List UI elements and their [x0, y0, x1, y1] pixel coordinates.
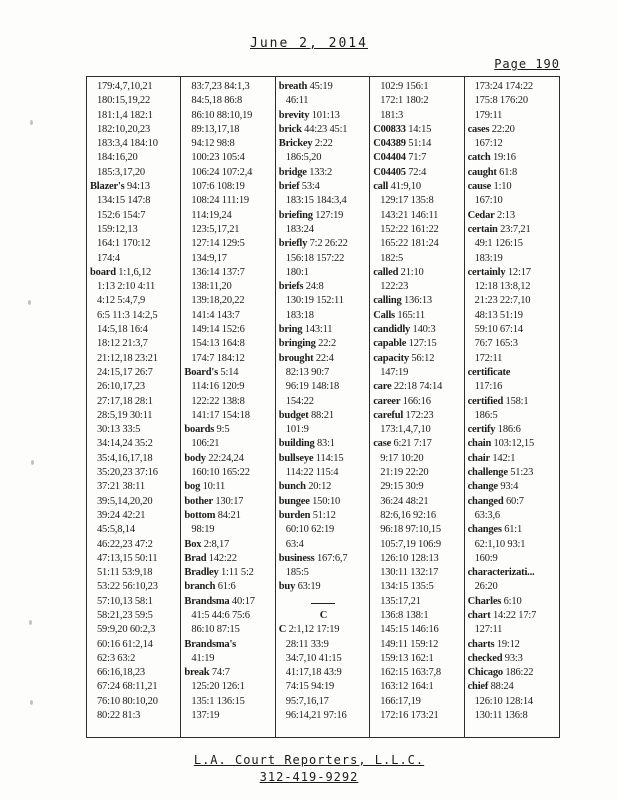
- index-entry-continuation: 94:12 98:8: [191, 138, 235, 150]
- index-entry: bog 10:11: [184, 481, 226, 493]
- index-entry: certainly 12:17: [467, 266, 531, 278]
- index-entry: Brickey 2:22: [278, 138, 333, 150]
- index-entry-continuation: 163:12 164:1: [380, 681, 434, 693]
- index-entry-continuation: 89:13,17,18: [191, 123, 240, 135]
- index-entry-continuation: 127:11: [474, 624, 503, 636]
- index-entry-continuation: 126:10 128:14: [474, 695, 533, 707]
- scan-artifact: [31, 460, 34, 465]
- index-entry-continuation: 137:19: [191, 710, 220, 722]
- index-entry: break 74:7: [184, 667, 230, 679]
- index-entry: bother 130:17: [184, 495, 244, 507]
- index-entry: case 6:21 7:17: [373, 438, 432, 450]
- index-entry: caught 61:8: [467, 166, 518, 178]
- index-entry: chief 88:24: [467, 681, 514, 693]
- index-entry-continuation: 29:15 30:9: [380, 481, 424, 493]
- index-entry-continuation: 53:22 56:10,23: [97, 581, 158, 593]
- index-column: [276, 77, 370, 737]
- index-entry: C04389 51:14: [373, 138, 432, 150]
- index-entry-continuation: 101:9: [285, 424, 309, 436]
- index-entry: bringing 22:2: [278, 338, 337, 350]
- index-entry: brevity 101:13: [278, 109, 340, 121]
- footer: [0, 752, 618, 786]
- index-entry: C 2:1,12 17:19: [278, 624, 340, 636]
- page-number: Page 190: [494, 57, 560, 71]
- index-entry: care 22:18 74:14: [373, 381, 443, 393]
- scan-artifact: [28, 300, 31, 305]
- index-entry-continuation: 27:17,18 28:1: [97, 395, 153, 407]
- index-entry-continuation: 67:24 68:11,21: [97, 681, 158, 693]
- index-entry-continuation: 156:18 157:22: [285, 252, 345, 264]
- index-entry: business 167:6,7: [278, 552, 348, 564]
- index-entry-continuation: 86:10 88:10,19: [191, 109, 253, 121]
- index-table: [86, 76, 560, 738]
- index-entry-continuation: 49:1 126:15: [474, 238, 523, 250]
- index-entry: cases 22:20: [467, 123, 515, 135]
- index-entry-continuation: 154:22: [285, 395, 314, 407]
- index-entry-continuation: 127:14 129:5: [191, 238, 245, 250]
- index-entry-continuation: 179:11: [474, 109, 503, 121]
- index-entry: changes 61:1: [467, 524, 523, 536]
- index-entry-continuation: 39:5,14,20,20: [97, 495, 153, 507]
- index-entry-continuation: 114:16 120:9: [191, 381, 245, 393]
- index-entry-continuation: 186:5: [474, 409, 498, 421]
- index-entry-continuation: 183:18: [285, 309, 314, 321]
- index-entry-continuation: 21:23 22:7,10: [474, 295, 531, 307]
- index-entry-continuation: 98:19: [191, 524, 215, 536]
- index-entry-continuation: 28:5,19 30:11: [97, 409, 153, 421]
- index-entry: bullseye 114:15: [278, 452, 344, 464]
- index-entry: careful 172:23: [373, 409, 434, 421]
- index-entry-continuation: 173:1,4,7,10: [380, 424, 431, 436]
- index-entry: boards 9:5: [184, 424, 230, 436]
- index-entry-continuation: 180:15,19,22: [97, 95, 151, 107]
- index-entry-continuation: 147:19: [380, 366, 409, 378]
- index-entry: briefs 24:8: [278, 281, 324, 293]
- index-entry-continuation: 181:1,4 182:1: [97, 109, 153, 121]
- index-entry-continuation: 48:13 51:19: [474, 309, 523, 321]
- index-entry-continuation: 166:17,19: [380, 695, 421, 707]
- index-column: [370, 77, 464, 737]
- index-entry-continuation: 182:10,20,23: [97, 123, 151, 135]
- index-entry: Bradley 1:11 5:2: [184, 567, 254, 579]
- index-column: [87, 77, 181, 737]
- index-entry: called 21:10: [373, 266, 424, 278]
- index-entry: capable 127:15: [373, 338, 437, 350]
- index-entry-continuation: 36:24 48:21: [380, 495, 429, 507]
- index-entry-continuation: 96:19 148:18: [285, 381, 340, 393]
- index-entry-continuation: 183:19: [474, 252, 503, 264]
- index-entry-continuation: 181:3: [380, 109, 404, 121]
- index-entry-continuation: 102:9 156:1: [380, 81, 429, 92]
- index-entry-continuation: 86:10 87:15: [191, 624, 240, 636]
- header-date: June 2, 2014: [250, 36, 368, 51]
- index-entry-continuation: 63:3,6: [474, 509, 500, 521]
- index-entry: C04405 72:4: [373, 166, 427, 178]
- index-entry-continuation: 165:22 181:24: [380, 238, 439, 250]
- index-entry-continuation: 28:11 33:9: [285, 638, 329, 650]
- index-entry: candidly 140:3: [373, 324, 436, 336]
- index-entry: building 83:1: [278, 438, 335, 450]
- index-entry-continuation: 106:21: [191, 438, 220, 450]
- index-entry-continuation: 35:4,16,17,18: [97, 452, 153, 464]
- index-entry-continuation: 82:6,16 92:16: [380, 509, 436, 521]
- index-entry-continuation: 41:19: [191, 652, 215, 664]
- index-entry-continuation: 134:9,17: [191, 252, 227, 264]
- index-entry-continuation: 95:7,16,17: [285, 695, 329, 707]
- index-entry-continuation: 139:18,20,22: [191, 295, 245, 307]
- index-entry: briefly 7:2 26:22: [278, 238, 348, 250]
- index-entry: change 93:4: [467, 481, 519, 493]
- index-entry-continuation: 164:1 170:12: [97, 238, 151, 250]
- index-entry: cause 1:10: [467, 181, 512, 193]
- index-entry: career 166:16: [373, 395, 431, 407]
- index-entry-continuation: 185:5: [285, 567, 309, 579]
- index-entry-continuation: 63:4: [285, 538, 304, 550]
- index-entry: chart 14:22 17:7: [467, 609, 537, 621]
- index-entry-continuation: 18:12 21:3,7: [97, 338, 148, 350]
- index-entry: capacity 56:12: [373, 352, 435, 364]
- index-column: [465, 77, 559, 737]
- index-entry-continuation: 46:11: [285, 95, 309, 107]
- index-entry: breath 45:19: [278, 81, 333, 92]
- index-entry-continuation: 66:16,18,23: [97, 667, 145, 679]
- index-entry: body 22:24,24: [184, 452, 244, 464]
- index-entry-continuation: 129:17 135:8: [380, 195, 434, 207]
- index-entry-continuation: 60:16 61:2,14: [97, 638, 153, 650]
- index-entry-continuation: 105:7,19 106:9: [380, 538, 441, 550]
- index-entry-continuation: 60:10 62:19: [285, 524, 335, 536]
- index-entry-continuation: 180:1: [285, 266, 309, 278]
- footer-phone: 312-419-9292: [259, 770, 359, 784]
- index-entry: Brandsma 40:17: [184, 595, 255, 607]
- index-entry-continuation: 186:5,20: [285, 152, 322, 164]
- index-entry-continuation: 117:16: [474, 381, 503, 393]
- index-entry-continuation: 160:10 165:22: [191, 467, 250, 479]
- index-entry: C00833 14:15: [373, 123, 432, 135]
- index-entry-continuation: 183:24: [285, 223, 314, 235]
- index-entry: brought 22:4: [278, 352, 334, 364]
- index-entry: Board's 5:14: [184, 366, 239, 378]
- index-column: [181, 77, 275, 737]
- index-entry-continuation: 149:11 159:12: [380, 638, 439, 650]
- index-entry-continuation: 100:23 105:4: [191, 152, 245, 164]
- index-entry-continuation: 173:24 174:22: [474, 81, 533, 92]
- section-letter: C: [319, 609, 328, 621]
- index-entry: brick 44:23 45:1: [278, 123, 348, 135]
- index-entry-continuation: 76:7 165:3: [474, 338, 518, 350]
- index-entry: buy 63:19: [278, 581, 321, 593]
- index-entry-continuation: 141:17 154:18: [191, 409, 250, 421]
- index-entry-continuation: 172:1 180:2: [380, 95, 429, 107]
- index-entry-continuation: 96:18 97:10,15: [380, 524, 441, 536]
- index-entry-continuation: 84:5,18 86:8: [191, 95, 243, 107]
- index-entry-continuation: 47:13,15 50:11: [97, 552, 158, 564]
- index-entry: budget 88:21: [278, 409, 334, 421]
- index-entry-continuation: 106:24 107:2,4: [191, 166, 253, 178]
- index-entry-continuation: 174:7 184:12: [191, 352, 245, 364]
- index-entry-continuation: 59:10 67:14: [474, 324, 523, 336]
- index-entry-continuation: 138:11,20: [191, 281, 232, 293]
- index-entry: certify 186:6: [467, 424, 521, 436]
- index-entry: checked 93:3: [467, 652, 523, 664]
- index-entry-continuation: 1:13 2:10 4:11: [97, 281, 156, 293]
- index-entry: call 41:9,10: [373, 181, 421, 193]
- index-entry-continuation: 174:4: [97, 252, 120, 264]
- index-entry: bunch 20:12: [278, 481, 332, 493]
- index-entry: characterizati...: [467, 567, 535, 579]
- index-entry-continuation: 175:8 176:20: [474, 95, 528, 107]
- index-entry-continuation: 107:6 108:19: [191, 181, 245, 193]
- index-entry-continuation: 160:9: [474, 552, 498, 564]
- index-entry-continuation: 130:11 136:8: [474, 710, 528, 722]
- index-entry-continuation: 82:13 90:7: [285, 366, 330, 378]
- index-entry-continuation: 184:16,20: [97, 152, 138, 164]
- index-entry: briefing 127:19: [278, 209, 344, 221]
- footer-firm-name: L.A. Court Reporters, L.L.C.: [193, 753, 425, 767]
- index-entry-continuation: 96:14,21 97:16: [285, 710, 347, 722]
- index-entry-continuation: 59:9,20 60:2,3: [97, 624, 156, 636]
- index-entry: Blazer's 94:13: [90, 181, 150, 193]
- index-entry-continuation: 130:19 152:11: [285, 295, 344, 307]
- index-entry: Charles 6:10: [467, 595, 522, 607]
- index-entry-continuation: 26:10,17,23: [97, 381, 145, 393]
- index-entry-continuation: 108:24 111:19: [191, 195, 249, 207]
- index-entry-continuation: 34:7,10 41:15: [285, 652, 342, 664]
- index-entry-continuation: 134:15 147:8: [97, 195, 151, 207]
- index-entry-continuation: 172:11: [474, 352, 503, 364]
- index-entry-continuation: 154:13 164:8: [191, 338, 245, 350]
- index-entry-continuation: 159:13 162:1: [380, 652, 434, 664]
- index-entry-continuation: 12:18 13:8,12: [474, 281, 531, 293]
- index-entry-continuation: 145:15 146:16: [380, 624, 439, 636]
- index-entry-continuation: 134:15 135:5: [380, 581, 434, 593]
- index-entry: brief 53:4: [278, 181, 320, 193]
- index-entry-continuation: 26:20: [474, 581, 498, 593]
- index-entry-continuation: 30:13 33:5: [97, 424, 141, 436]
- index-entry-continuation: 114:19,24: [191, 209, 232, 221]
- index-entry: Box 2:8,17: [184, 538, 230, 550]
- index-entry-continuation: 125:20 126:1: [191, 681, 245, 693]
- index-entry: branch 61:6: [184, 581, 236, 593]
- index-entry-continuation: 136:8 138:1: [380, 609, 429, 621]
- index-entry: Cedar 2:13: [467, 209, 515, 221]
- scan-artifact: [29, 620, 32, 625]
- index-entry-continuation: 114:22 115:4: [285, 467, 339, 479]
- index-entry-continuation: 37:21 38:11: [97, 481, 145, 493]
- index-entry-continuation: 58:21,23 59:5: [97, 609, 153, 621]
- index-entry: Chicago 186:22: [467, 667, 534, 679]
- index-entry-continuation: 159:12,13: [97, 223, 138, 235]
- index-entry-continuation: 135:1 136:15: [191, 695, 245, 707]
- index-entry-continuation: 183:3,4 184:10: [97, 138, 158, 150]
- section-divider-rule: [279, 595, 368, 609]
- index-entry-continuation: 35:20,23 37:16: [97, 467, 158, 479]
- index-entry-continuation: 80:22 81:3: [97, 710, 141, 722]
- index-entry: chair 142:1: [467, 452, 516, 464]
- index-entry-continuation: 14:5,18 16:4: [97, 324, 148, 336]
- index-entry: Brad 142:22: [184, 552, 237, 564]
- index-entry: bottom 84:21: [184, 509, 241, 521]
- index-entry-continuation: 136:14 137:7: [191, 266, 245, 278]
- index-entry: Brandsma's: [184, 638, 237, 650]
- index-entry-continuation: 183:15 184:3,4: [285, 195, 347, 207]
- index-entry: challenge 51:23: [467, 467, 534, 479]
- index-entry-continuation: 135:17,21: [380, 595, 421, 607]
- index-entry: certain 23:7,21: [467, 223, 531, 235]
- index-entry-continuation: 143:21 146:11: [380, 209, 439, 221]
- index-entry-continuation: 167:12: [474, 138, 503, 150]
- index-entry-continuation: 21:12,18 23:21: [97, 352, 158, 364]
- index-entry: bring 143:11: [278, 324, 333, 336]
- index-entry-continuation: 34:14,24 35:2: [97, 438, 153, 450]
- index-entry-continuation: 4:12 5:4,7,9: [97, 295, 146, 307]
- index-entry-continuation: 130:11 132:17: [380, 567, 439, 579]
- index-entry: charts 19:12: [467, 638, 520, 650]
- index-entry-continuation: 46:22,23 47:2: [97, 538, 153, 550]
- index-entry: calling 136:13: [373, 295, 432, 307]
- index-entry-continuation: 62:3 63:2: [97, 652, 136, 664]
- index-entry-continuation: 62:1,10 93:1: [474, 538, 526, 550]
- index-entry-continuation: 6:5 11:3 14:2,5: [97, 309, 158, 321]
- index-entry-continuation: 149:14 152:6: [191, 324, 245, 336]
- index-entry: changed 60:7: [467, 495, 524, 507]
- index-entry-continuation: 152:6 154:7: [97, 209, 146, 221]
- index-entry: Calls 165:11: [373, 309, 425, 321]
- index-entry-continuation: 126:10 128:13: [380, 552, 439, 564]
- index-entry: C04404 71:7: [373, 152, 427, 164]
- index-entry-continuation: 74:15 94:19: [285, 681, 335, 693]
- index-entry-continuation: 122:23: [380, 281, 409, 293]
- index-entry-continuation: 41:5 44:6 75:6: [191, 609, 250, 621]
- index-entry-continuation: 76:10 80:10,20: [97, 695, 158, 707]
- index-entry-continuation: 41:17,18 43:9: [285, 667, 342, 679]
- index-entry-continuation: 51:11 53:9,18: [97, 567, 153, 579]
- index-entry: catch 19:16: [467, 152, 516, 164]
- index-entry-continuation: 83:7,23 84:1,3: [191, 81, 250, 92]
- index-entry-continuation: 182:5: [380, 252, 404, 264]
- index-entry: bridge 133:2: [278, 166, 333, 178]
- index-entry: burden 51:12: [278, 509, 336, 521]
- index-entry-continuation: 123:5,17,21: [191, 223, 240, 235]
- index-entry-continuation: 21:19 22:20: [380, 467, 429, 479]
- index-entry-continuation: 162:15 163:7,8: [380, 667, 441, 679]
- index-entry: board 1:1,6,12: [90, 266, 152, 278]
- index-entry-continuation: 185:3,17,20: [97, 166, 145, 178]
- index-entry-continuation: 167:10: [474, 195, 503, 207]
- index-entry-continuation: 45:5,8,14: [97, 524, 135, 536]
- scan-artifact: [30, 700, 33, 705]
- scan-artifact: [30, 120, 33, 125]
- index-entry-continuation: 179:4,7,10,21: [97, 81, 153, 92]
- index-entry: bungee 150:10: [278, 495, 341, 507]
- index-entry-continuation: 152:22 161:22: [380, 223, 439, 235]
- index-entry: certified 158:1: [467, 395, 529, 407]
- index-entry-continuation: 24:15,17 26:7: [97, 366, 153, 378]
- index-entry: certificate: [467, 366, 511, 378]
- index-entry-continuation: 122:22 138:8: [191, 395, 245, 407]
- index-entry-continuation: 172:16 173:21: [380, 710, 439, 722]
- index-entry-continuation: 57:10,13 58:1: [97, 595, 153, 607]
- index-entry-continuation: 39:24 42:21: [97, 509, 146, 521]
- index-entry-continuation: 141:4 143:7: [191, 309, 240, 321]
- index-entry-continuation: 9:17 10:20: [380, 452, 424, 464]
- index-entry: chain 103:12,15: [467, 438, 535, 450]
